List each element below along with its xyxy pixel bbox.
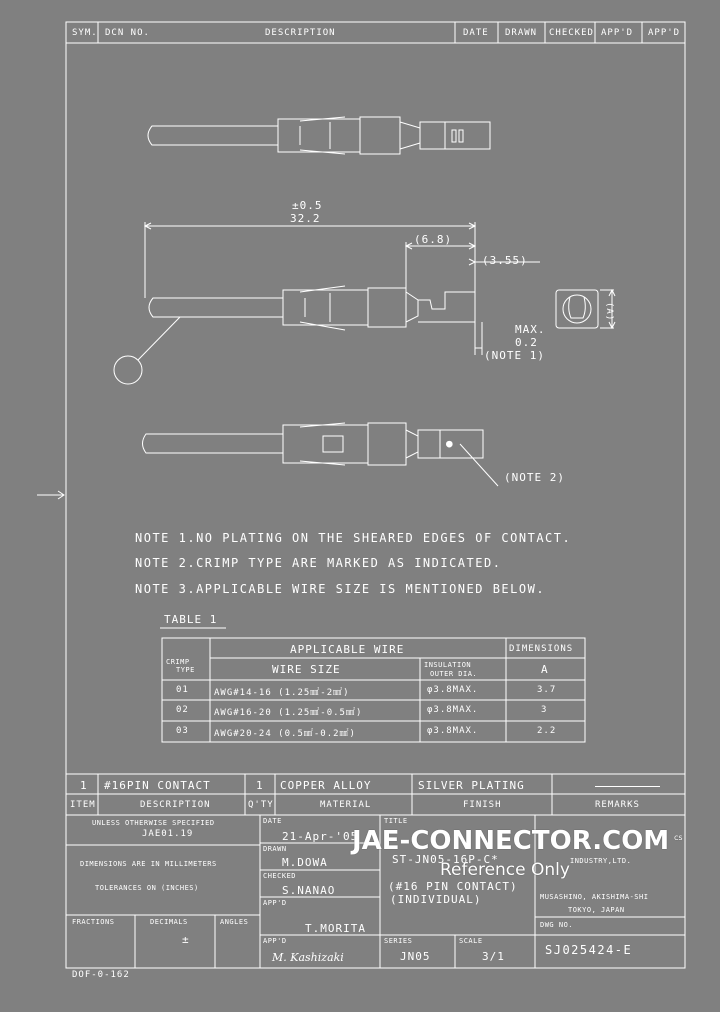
dim-crimp-length: (6.8) [414,233,453,246]
note2-reference: (NOTE 2) [504,471,565,484]
table-cell-wire: AWG#14-16 (1.25㎟-2㎟) [214,688,350,698]
table-cell-wire: AWG#20-24 (0.5㎟-0.2㎟) [214,729,356,739]
rev-appd2-header: APP'D [648,28,681,38]
drawing-number: SJ025424-E [545,943,633,957]
table-head-type: TYPE [176,666,195,674]
rev-drawn-header: DRAWN [505,28,538,38]
rev-dcn-header: DCN NO. [105,28,150,38]
bom-head-remarks: REMARKS [595,800,640,810]
rev-description-header: DESCRIPTION [265,28,336,38]
watermark-site: JAE-CONNECTOR.COM [352,826,670,856]
bom-remarks-dash [595,786,660,787]
fractions-label: FRACTIONS [72,918,115,926]
date-value: 21-Apr-'05 [282,830,359,843]
watermark-reference: Reference Only [440,860,570,880]
bom-description: #16PIN CONTACT [104,779,211,792]
series-label: SERIES [384,937,413,945]
bom-material: COPPER ALLOY [280,779,372,792]
title-line-3: (INDIVIDUAL) [390,893,482,906]
title-line-2: (#16 PIN CONTACT) [388,880,518,893]
unless-specified: UNLESS OTHERWISE SPECIFIED [92,819,215,827]
bom-head-material: MATERIAL [320,800,372,810]
checked-value: S.NANAO [282,884,336,897]
scale-value: 3/1 [482,950,505,963]
table-title: TABLE 1 [164,613,218,626]
table-cell-wire: AWG#16-20 (1.25㎟-0.5㎟) [214,708,363,718]
company-address-1: MUSASHINO, AKISHIMA-SHI [540,893,649,901]
note1-reference: (NOTE 1) [484,349,545,362]
tolerances-note: TOLERANCES ON (INCHES) [95,884,199,892]
bom-finish: SILVER PLATING [418,779,525,792]
dim-max-value: 0.2 [515,336,538,349]
series-value: JN05 [400,950,431,963]
dim-overall-length: 32.2 [290,212,321,225]
contact-view-bottom [143,423,499,486]
title-label: TITLE [384,817,408,825]
drawn-label: DRAWN [263,845,287,853]
crimp-mark: ● [446,437,454,450]
rev-sym-header: SYM. [72,28,98,38]
company-address-2: TOKYO, JAPAN [568,906,625,914]
end-view-a-dimension: (A) [604,302,614,322]
form-number: DOF-0-162 [72,970,130,980]
decimals-plus-minus: ± [182,933,190,946]
watermark-suffix: cs [674,833,683,842]
appd-value: T.MORITA [305,922,366,935]
dim-tolerance: ±0.5 [292,199,323,212]
contact-view-top [148,117,490,154]
company-name: INDUSTRY,LTD. [570,857,632,865]
appd2-label: APP'D [263,937,287,945]
rev-date-header: DATE [463,28,489,38]
table-cell-dia: φ3.8MAX. [427,705,479,715]
note-1: NOTE 1.NO PLATING ON THE SHEARED EDGES OF CONTACT. [135,531,572,545]
drawing-number-label: DWG NO. [540,921,574,929]
decimals-label: DECIMALS [150,918,188,926]
table-head-crimp: CRIMP [166,658,190,666]
table-head-applicable: APPLICABLE WIRE [290,643,405,656]
appd-label: APP'D [263,899,287,907]
table-cell-a: 3.7 [537,685,557,695]
table-cell-type: 03 [176,726,189,736]
table-cell-dia: φ3.8MAX. [427,726,479,736]
rev-appd-header: APP'D [601,28,634,38]
bom-qty: 1 [256,779,264,792]
table-cell-a: 3 [541,705,548,715]
bom-head-description: DESCRIPTION [140,800,211,810]
bom-item-no: 1 [80,779,88,792]
table-head-wire-size: WIRE SIZE [272,663,341,676]
table-head-dimensions: DIMENSIONS [509,644,574,654]
table-cell-type: 01 [176,685,189,695]
dim-max-label: MAX. [515,323,546,336]
bom-head-finish: FINISH [463,800,502,810]
rev-checked-header: CHECKED [549,28,594,38]
angles-label: ANGLES [220,918,249,926]
table-head-a: A [541,663,549,676]
bom-head-qty: Q'TY [248,800,274,810]
bom-head-item: ITEM [70,800,96,810]
title-line-1: ST-JN05-16P-C* [392,853,499,866]
table-head-outer-dia: OUTER DIA. [430,670,478,678]
approver-signature: M. Kashizaki [272,951,344,964]
unless-code: JAE01.19 [142,829,194,839]
checked-label: CHECKED [263,872,297,880]
drawn-value: M.DOWA [282,856,328,869]
table-head-insulation: INSULATION [424,661,472,669]
table-cell-type: 02 [176,705,189,715]
note-3: NOTE 3.APPLICABLE WIRE SIZE IS MENTIONED BELOW. [135,582,546,596]
dimensions-note: DIMENSIONS ARE IN MILLIMETERS [80,860,217,868]
date-label: DATE [263,817,282,825]
scale-label: SCALE [459,937,483,945]
table-cell-a: 2.2 [537,726,557,736]
dim-barrel-length: (3.55) [482,254,528,267]
table-cell-dia: φ3.8MAX. [427,685,479,695]
note-2: NOTE 2.CRIMP TYPE ARE MARKED AS INDICATED. [135,556,502,570]
